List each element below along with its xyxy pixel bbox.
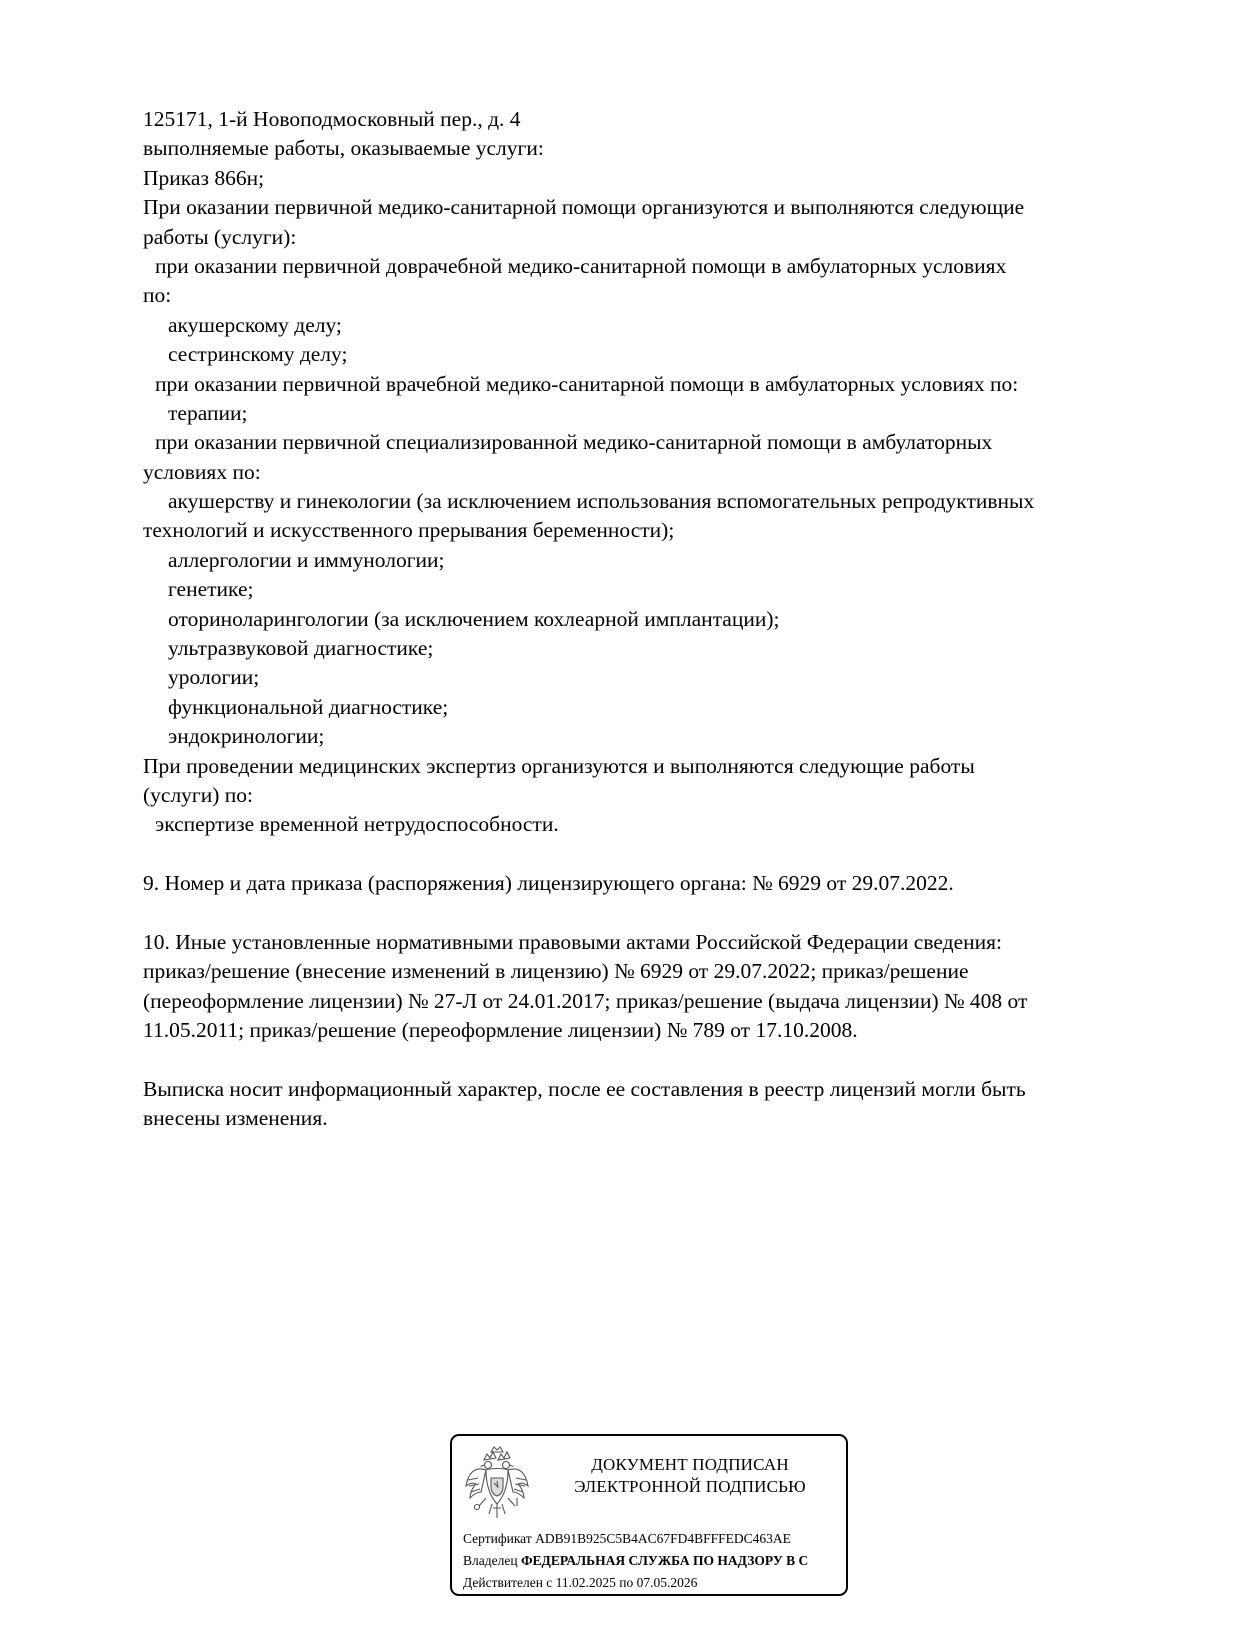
text-line: по: [143,283,172,308]
list-item: терапии; [168,400,248,425]
item-10-line: (переоформление лицензии) № 27-Л от 24.01.2017; приказ/решение (выдача лицензии) № 408 от [143,988,1028,1013]
list-item: сестринскому делу; [168,342,348,367]
owner-row [463,1550,808,1572]
text-line: при оказании первичной специализированной медико-санитарной помощи в амбулаторных [155,430,993,455]
text-line: (услуги) по: [143,782,254,807]
item-9: 9. Номер и дата приказа (распоряжения) лицензирующего органа: № 6929 от 29.07.2022. [143,871,954,896]
item-10-line: приказ/решение (внесение изменений в лицензию) № 6929 от 29.07.2022; приказ/решение [143,959,969,984]
certificate-label: Сертификат [463,1531,532,1546]
order-reference: Приказ 866н; [143,165,265,190]
disclaimer-line: внесены изменения. [143,1106,328,1131]
disclaimer-line: Выписка носит информационный характер, после ее составления в реестр лицензий могли быть [143,1076,1026,1101]
paragraph-gap [143,1046,1143,1075]
validity-row: Действителен с 11.02.2025 по 07.05.2026 [463,1575,698,1590]
text-line: при оказании первичной врачебной медико-санитарной помощи в амбулаторных условиях по: [155,371,1019,396]
list-item: акушерству и гинекологии (за исключением использования вспомогательных репродуктивных [168,489,1035,514]
text-line: условиях по: [143,459,261,484]
paragraph-gap [143,840,1143,869]
address-line: 125171, 1-й Новоподмосковный пер., д. 4 [143,107,521,131]
list-item: ультразвуковой диагностике; [168,636,434,661]
electronic-signature-stamp [450,1434,848,1596]
stamp-title [540,1454,840,1498]
list-item: аллергологии и иммунологии; [168,547,445,572]
list-item: генетике; [168,577,254,602]
list-item: урологии; [168,665,260,690]
list-item: функциональной диагностике; [168,694,449,719]
works-heading: выполняемые работы, оказываемые услуги: [143,136,544,161]
text-line: технологий и искусственного прерывания беременности); [143,518,675,543]
text-line: при оказании первичной доврачебной медико-санитарной помощи в амбулаторных условиях [155,253,1007,278]
certificate-row [463,1528,808,1550]
text-line: работы (услуги): [143,224,297,249]
item-10-line: 11.05.2011; приказ/решение (переоформление лицензии) № 789 от 17.10.2008. [143,1018,858,1043]
list-item: эндокринологии; [168,724,325,749]
russian-coat-of-arms-icon [464,1446,530,1526]
owner-value: ФЕДЕРАЛЬНАЯ СЛУЖБА ПО НАДЗОРУ В С [520,1553,809,1568]
list-item: экспертизе временной нетрудоспособности. [155,812,559,837]
item-10-line: 10. Иные установленные нормативными правовыми актами Российской Федерации сведения: [143,929,1002,954]
text-line: При оказании первичной медико-санитарной помощи организуются и выполняются следующие [143,195,1025,220]
stamp-details [463,1528,808,1594]
list-item: оториноларингологии (за исключением кохлеарной имплантации); [168,606,780,631]
document-body [143,105,1143,1134]
stamp-title-line: ЭЛЕКТРОННОЙ ПОДПИСЬЮ [574,1477,806,1496]
certificate-value: ADB91B925C5B4AC67FD4BFFFEDC463AE [535,1531,791,1546]
owner-label: Владелец [463,1553,518,1568]
list-item: акушерскому делу; [168,312,342,337]
stamp-title-line: ДОКУМЕНТ ПОДПИСАН [591,1455,789,1474]
text-line: При проведении медицинских экспертиз организуются и выполняются следующие работы [143,753,975,778]
paragraph-gap [143,899,1143,928]
